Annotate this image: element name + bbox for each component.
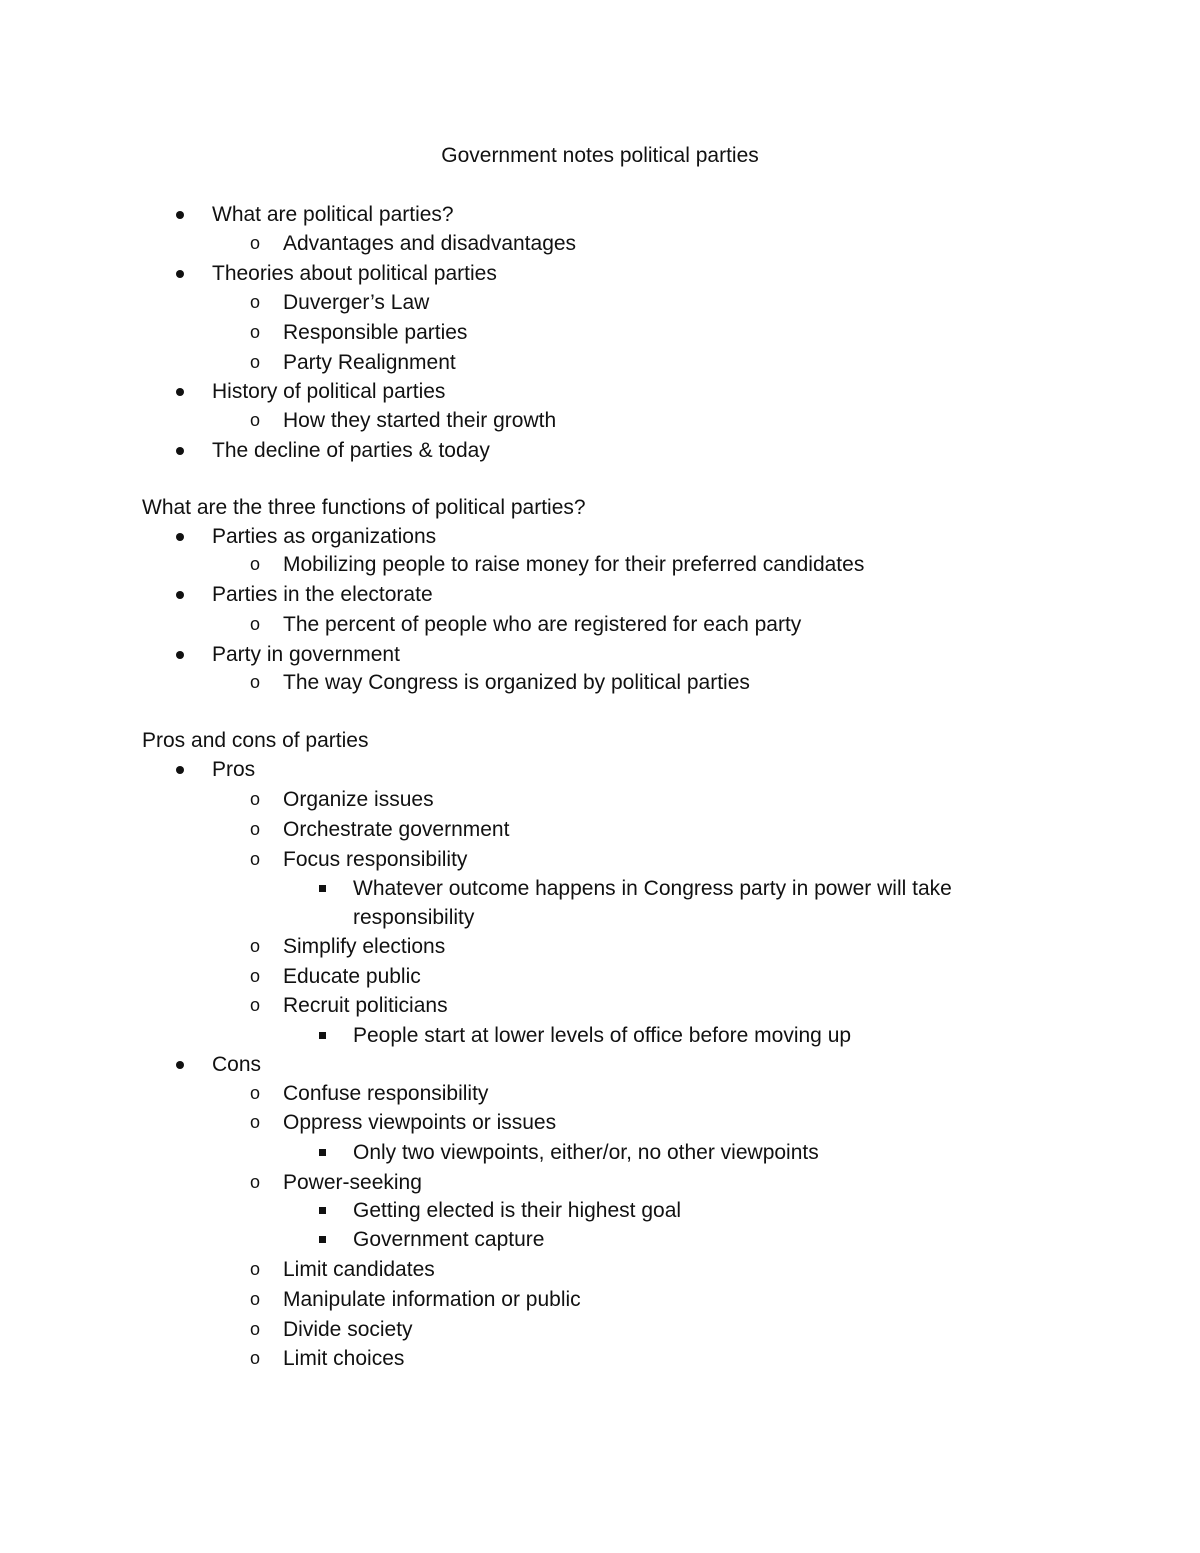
outline-item-text: History of political parties bbox=[212, 380, 446, 403]
square-bullet-icon bbox=[317, 1236, 327, 1244]
cons-subitem bbox=[249, 1315, 413, 1344]
cons-subitem-text: Divide society bbox=[283, 1318, 413, 1341]
outline-item bbox=[212, 200, 454, 229]
hollow-bullet-icon: o bbox=[249, 849, 260, 869]
bullet-icon bbox=[174, 270, 186, 278]
cons-detail bbox=[353, 1196, 993, 1225]
cons-subitem-text: Confuse responsibility bbox=[283, 1082, 489, 1105]
hollow-bullet-icon: o bbox=[249, 1259, 260, 1279]
cons-subitem bbox=[249, 1344, 405, 1373]
hollow-bullet-icon: o bbox=[249, 936, 260, 956]
bullet-icon bbox=[174, 447, 186, 455]
pros-label: Pros bbox=[212, 758, 256, 781]
pros-detail bbox=[353, 874, 993, 932]
outline-item-text: Theories about political parties bbox=[212, 262, 497, 285]
hollow-bullet-icon: o bbox=[249, 233, 260, 253]
outline-subitem-text: Duverger’s Law bbox=[283, 291, 430, 314]
outline-subitem-text: How they started their growth bbox=[283, 409, 557, 432]
functions-item-text: Parties in the electorate bbox=[212, 583, 433, 606]
pros-subitem-text: Orchestrate government bbox=[283, 818, 510, 841]
hollow-bullet-icon: o bbox=[249, 322, 260, 342]
outline-subitem-text: Party Realignment bbox=[283, 351, 456, 374]
square-bullet-icon bbox=[317, 1032, 327, 1040]
pros-subitem bbox=[249, 845, 468, 874]
hollow-bullet-icon: o bbox=[249, 614, 260, 634]
section-heading-pros-cons: Pros and cons of parties bbox=[142, 729, 369, 752]
functions-item-text: Parties as organizations bbox=[212, 525, 437, 548]
pros-detail-text: Whatever outcome happens in Congress party in power will take responsibility bbox=[353, 877, 952, 929]
document-title: Government notes political parties bbox=[441, 144, 759, 167]
functions-subitem-text: The way Congress is organized by political parties bbox=[283, 671, 750, 694]
outline-subitem bbox=[249, 318, 468, 347]
pros-detail-text: People start at lower levels of office before moving up bbox=[353, 1024, 852, 1047]
bullet-icon bbox=[174, 1061, 186, 1069]
cons-subitem bbox=[249, 1079, 489, 1108]
hollow-bullet-icon: o bbox=[249, 1083, 260, 1103]
square-bullet-icon bbox=[317, 1207, 327, 1215]
bullet-icon bbox=[174, 388, 186, 396]
outline-subitem-text: Responsible parties bbox=[283, 321, 468, 344]
cons-label: Cons bbox=[212, 1053, 262, 1076]
pros-subitem-text: Organize issues bbox=[283, 788, 434, 811]
cons-subitem-text: Limit candidates bbox=[283, 1258, 435, 1281]
hollow-bullet-icon: o bbox=[249, 1172, 260, 1192]
outline-item-text: The decline of parties & today bbox=[212, 439, 490, 462]
cons-subitem-text: Oppress viewpoints or issues bbox=[283, 1111, 557, 1134]
outline-item-text: What are political parties? bbox=[212, 203, 454, 226]
pros-subitem bbox=[249, 991, 448, 1020]
hollow-bullet-icon: o bbox=[249, 672, 260, 692]
functions-subitem-text: Mobilizing people to raise money for their preferred candidates bbox=[283, 553, 865, 576]
outline-subitem bbox=[249, 229, 577, 258]
outline-item bbox=[212, 436, 490, 465]
cons-subitem-text: Limit choices bbox=[283, 1347, 405, 1370]
pros-subitem bbox=[249, 785, 434, 814]
hollow-bullet-icon: o bbox=[249, 819, 260, 839]
outline-subitem bbox=[249, 288, 430, 317]
pros-subitem bbox=[249, 962, 421, 991]
hollow-bullet-icon: o bbox=[249, 352, 260, 372]
pros-subitem bbox=[249, 932, 446, 961]
outline-item bbox=[212, 377, 445, 406]
functions-item bbox=[212, 640, 400, 669]
hollow-bullet-icon: o bbox=[249, 995, 260, 1015]
pros-subitem bbox=[249, 815, 510, 844]
pros-item bbox=[212, 755, 255, 784]
cons-subitem bbox=[249, 1108, 557, 1137]
outline-subitem bbox=[249, 348, 456, 377]
cons-subitem-text: Manipulate information or public bbox=[283, 1288, 581, 1311]
functions-item bbox=[212, 580, 433, 609]
pros-subitem-text: Recruit politicians bbox=[283, 994, 448, 1017]
cons-subitem-text: Power-seeking bbox=[283, 1171, 422, 1194]
functions-subitem bbox=[249, 610, 802, 639]
outline-item bbox=[212, 259, 497, 288]
bullet-icon bbox=[174, 766, 186, 774]
functions-item bbox=[212, 522, 436, 551]
functions-subitem-text: The percent of people who are registered for each party bbox=[283, 613, 802, 636]
hollow-bullet-icon: o bbox=[249, 1112, 260, 1132]
pros-detail bbox=[353, 1021, 993, 1050]
square-bullet-icon bbox=[317, 885, 327, 893]
functions-subitem bbox=[249, 550, 865, 579]
cons-subitem bbox=[249, 1285, 581, 1314]
pros-subitem-text: Focus responsibility bbox=[283, 848, 468, 871]
pros-subitem-text: Simplify elections bbox=[283, 935, 446, 958]
hollow-bullet-icon: o bbox=[249, 789, 260, 809]
hollow-bullet-icon: o bbox=[249, 410, 260, 430]
outline-subitem-text: Advantages and disadvantages bbox=[283, 232, 577, 255]
bullet-icon bbox=[174, 591, 186, 599]
cons-detail-text: Only two viewpoints, either/or, no other viewpoints bbox=[353, 1141, 819, 1164]
outline-subitem bbox=[249, 406, 557, 435]
cons-subitem bbox=[249, 1255, 435, 1284]
bullet-icon bbox=[174, 211, 186, 219]
hollow-bullet-icon: o bbox=[249, 292, 260, 312]
cons-detail bbox=[353, 1138, 993, 1167]
hollow-bullet-icon: o bbox=[249, 554, 260, 574]
cons-subitem bbox=[249, 1168, 422, 1197]
bullet-icon bbox=[174, 651, 186, 659]
cons-detail-text: Government capture bbox=[353, 1228, 545, 1251]
functions-subitem bbox=[249, 668, 750, 697]
square-bullet-icon bbox=[317, 1149, 327, 1157]
pros-subitem-text: Educate public bbox=[283, 965, 421, 988]
cons-detail bbox=[353, 1225, 993, 1254]
section-heading-functions: What are the three functions of political parties? bbox=[142, 496, 586, 519]
cons-detail-text: Getting elected is their highest goal bbox=[353, 1199, 682, 1222]
bullet-icon bbox=[174, 533, 186, 541]
hollow-bullet-icon: o bbox=[249, 1289, 260, 1309]
hollow-bullet-icon: o bbox=[249, 1319, 260, 1339]
hollow-bullet-icon: o bbox=[249, 1348, 260, 1368]
functions-item-text: Party in government bbox=[212, 643, 400, 666]
cons-item bbox=[212, 1050, 261, 1079]
hollow-bullet-icon: o bbox=[249, 966, 260, 986]
